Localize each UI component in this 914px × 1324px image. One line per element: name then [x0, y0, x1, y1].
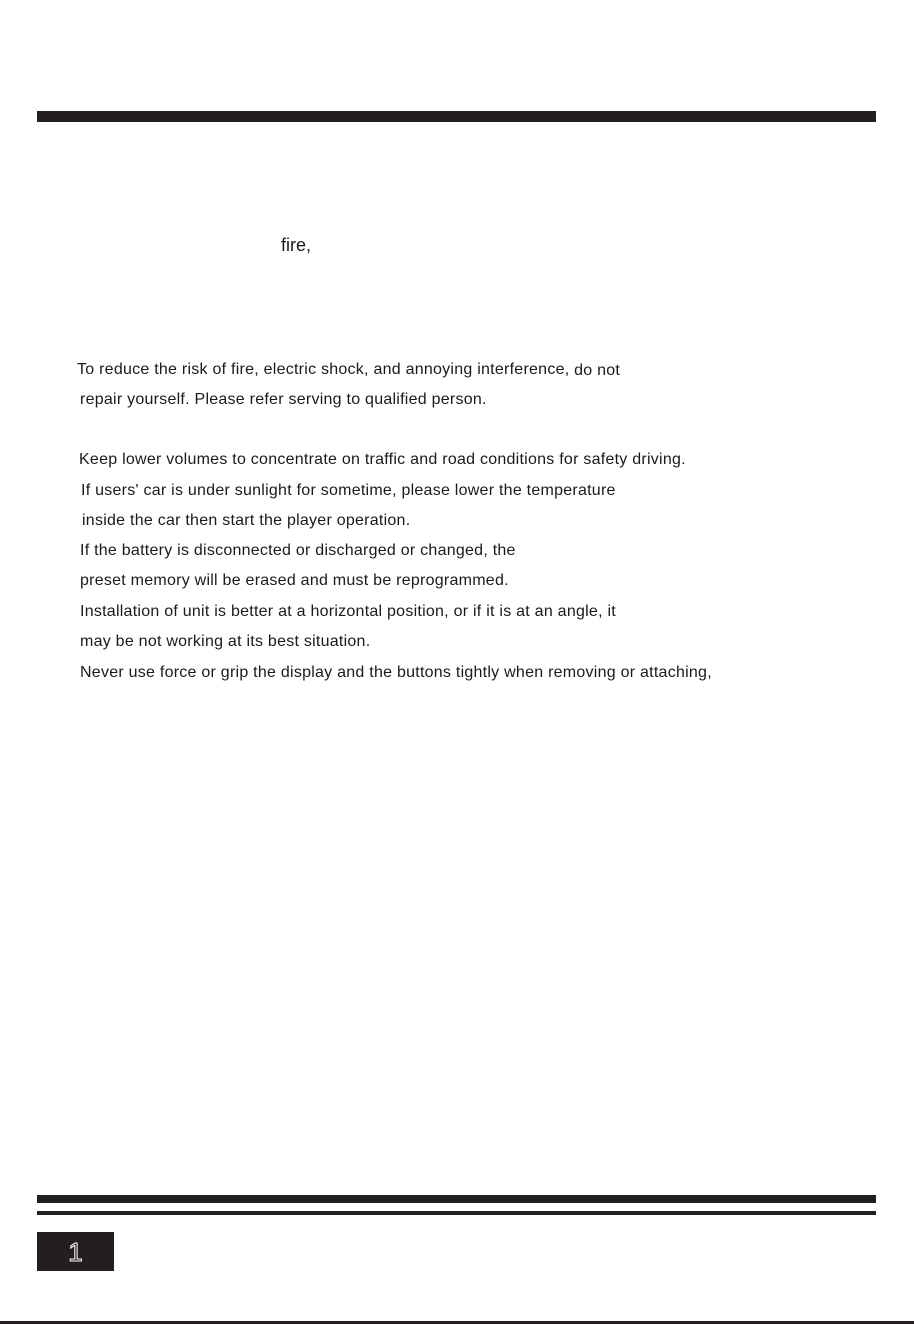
text-line [80, 571, 509, 591]
text-line [81, 481, 616, 501]
text-line-part: If users' car is under sunlight for sometime, please lower the temperature [81, 482, 616, 499]
text-line-part: may be not working at its best situation. [80, 633, 371, 650]
text-line [82, 511, 410, 531]
text-line-part: Never use force or grip the display and the buttons tightly when removing [80, 664, 616, 681]
text-line-part: If the battery is disconnected or discharged or changed, the [80, 542, 516, 559]
text-line-part: To reduce the risk of fire, electric shock, and annoying interference, [77, 361, 570, 378]
text-line-part: Keep lower volumes to concentrate on traffic and road conditions [79, 451, 555, 468]
text-line [80, 390, 487, 410]
text-line-part: Installation of unit is better at a horizontal position, or if it is at an angle, it [80, 603, 616, 620]
text-line [80, 663, 712, 683]
text-line-part: repair yourself. Please refer serving to qualified person [80, 391, 483, 408]
header-rule [37, 111, 876, 122]
text-line [79, 450, 686, 470]
text-line [80, 541, 516, 561]
text-line-part: or attaching, [620, 664, 712, 681]
text-line [77, 360, 620, 380]
text-line-part: preset memory will be erased and must be reprogrammed. [80, 572, 509, 589]
footer-rule-thin [37, 1211, 876, 1215]
text-line-part: inside the car then start the player operation. [82, 512, 411, 529]
text-line [80, 602, 616, 622]
text-line-part: for safety driving. [559, 451, 686, 468]
footer-rule-thick [37, 1195, 876, 1203]
page-number-box [37, 1232, 114, 1271]
text-line-part: do not [574, 362, 621, 379]
text-line [80, 632, 370, 652]
page-number: 1 [68, 1236, 83, 1267]
stray-word: fire, [281, 235, 312, 255]
text-line-part: . [482, 391, 487, 408]
